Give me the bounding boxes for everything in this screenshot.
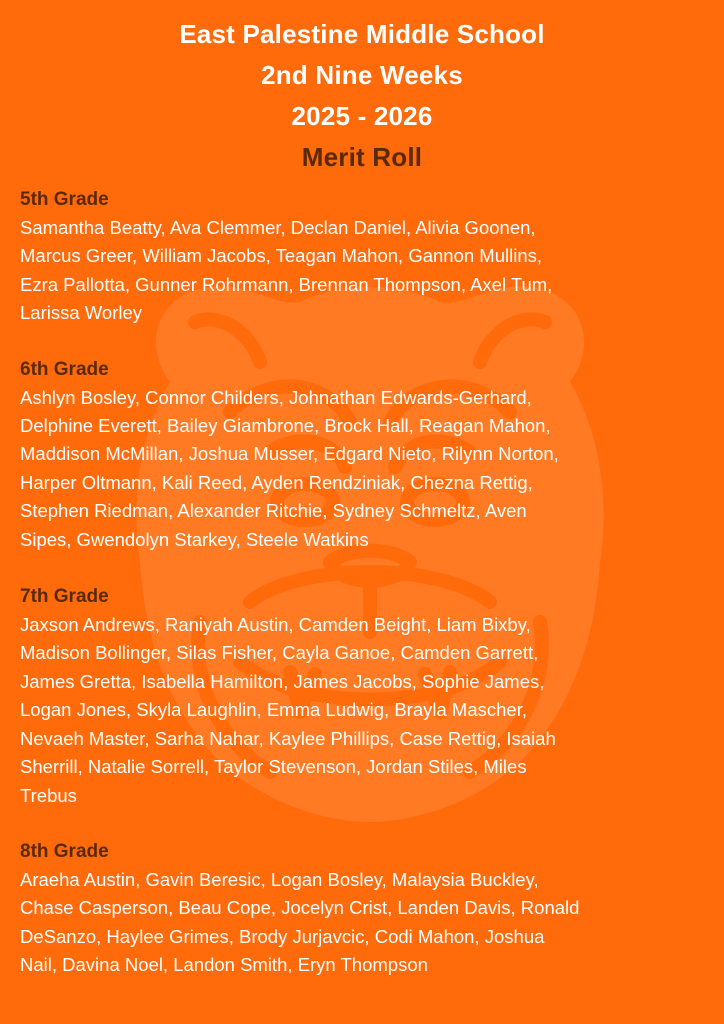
merit-roll-list (20, 186, 710, 1008)
name-line: Nail, Davina Noel, Landon Smith, Eryn Thompson (20, 954, 428, 976)
grade-section-7th (20, 583, 710, 810)
school-year: 2025 - 2026 (291, 101, 433, 131)
name-line: Sherrill, Natalie Sorrell, Taylor Stevenson, Jordan Stiles, Miles (20, 756, 527, 778)
grade-title: 5th Grade (20, 189, 109, 210)
school-name: East Palestine Middle School (179, 19, 545, 49)
name-line: Araeha Austin, Gavin Beresic, Logan Bosley, Malaysia Buckley, (20, 868, 539, 890)
grading-period: 2nd Nine Weeks (261, 60, 463, 90)
name-line: Jaxson Andrews, Raniyah Austin, Camden Beight, Liam Bixby, (20, 614, 531, 636)
grade-title: 6th Grade (20, 358, 109, 380)
name-line: Sipes, Gwendolyn Starkey, Steele Watkins (20, 528, 369, 550)
student-names (20, 214, 710, 328)
name-line: Harper Oltmann, Kali Reed, Ayden Rendziniak, Chezna Rettig, (20, 471, 533, 493)
name-line: DeSanzo, Haylee Grimes, Brody Jurjavcic, Codi Mahon, Joshua (20, 925, 545, 947)
name-line: Ashlyn Bosley, Connor Childers, Johnathan Edwards-Gerhard, (20, 386, 532, 408)
name-line: Trebus (20, 784, 77, 806)
grade-section-5th (20, 186, 710, 328)
student-names (20, 384, 710, 554)
document-header (0, 14, 724, 178)
name-line: Maddison McMillan, Joshua Musser, Edgard Nieto, Rilynn Norton, (20, 443, 559, 465)
student-names (20, 611, 710, 810)
name-line: Chase Casperson, Beau Cope, Jocelyn Crist, Landen Davis, Ronald (20, 897, 580, 919)
name-line: Ezra Pallotta, Gunner Rohrmann, Brennan Thompson, Axel Tum, (20, 273, 553, 295)
grade-section-6th (20, 356, 710, 554)
name-line: Marcus Greer, William Jacobs, Teagan Mahon, Gannon Mullins, (20, 245, 543, 267)
name-line: James Gretta, Isabella Hamilton, James Jacobs, Sophie James, (20, 670, 545, 692)
grade-title: 8th Grade (20, 840, 109, 862)
student-names (20, 866, 710, 980)
grade-section-8th (20, 838, 710, 980)
grade-title: 7th Grade (20, 586, 109, 608)
name-line: Stephen Riedman, Alexander Ritchie, Sydney Schmeltz, Aven (20, 500, 527, 522)
name-line: Delphine Everett, Bailey Giambrone, Brock Hall, Reagan Mahon, (20, 415, 551, 437)
name-line: Nevaeh Master, Sarha Nahar, Kaylee Phillips, Case Rettig, Isaiah (20, 727, 556, 749)
name-line: Samantha Beatty, Ava Clemmer, Declan Daniel, Alivia Goonen, (20, 217, 536, 238)
roll-title: Merit Roll (301, 142, 423, 172)
name-line: Madison Bollinger, Silas Fisher, Cayla Ganoe, Camden Garrett, (20, 642, 539, 664)
name-line: Larissa Worley (20, 302, 143, 324)
name-line: Logan Jones, Skyla Laughlin, Emma Ludwig, Brayla Mascher, (20, 699, 527, 721)
